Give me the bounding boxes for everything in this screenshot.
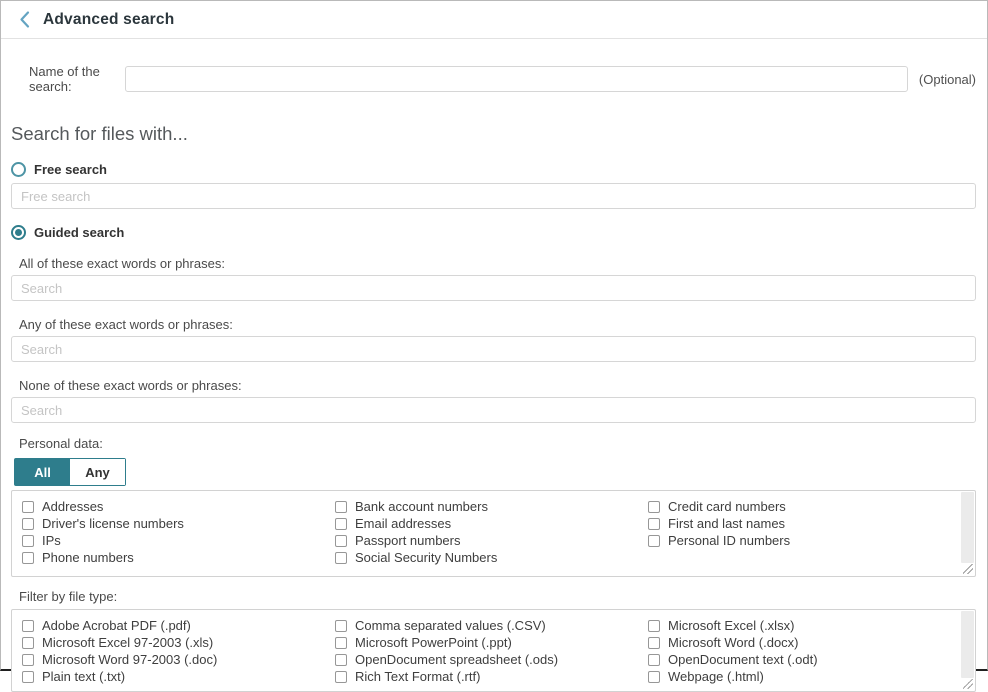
checkbox[interactable] — [648, 637, 660, 649]
checkbox-label: Microsoft Word 97-2003 (.doc) — [42, 652, 218, 667]
checkbox-item[interactable] — [648, 668, 963, 685]
checkbox-item[interactable] — [22, 532, 335, 549]
checkbox[interactable] — [22, 637, 34, 649]
guided-field-any — [11, 317, 976, 362]
guided-search-option[interactable] — [11, 225, 976, 240]
checkbox[interactable] — [22, 671, 34, 683]
file-type-label: Filter by file type: — [19, 589, 118, 604]
checkbox-label: Email addresses — [355, 516, 452, 531]
all-words-input[interactable] — [11, 275, 976, 301]
checkbox-column — [22, 498, 335, 576]
checkbox-label: Microsoft Excel 97-2003 (.xls) — [42, 635, 214, 650]
checkbox[interactable] — [335, 535, 347, 547]
checkbox[interactable] — [22, 501, 34, 513]
checkbox-item[interactable] — [335, 515, 648, 532]
checkbox-label: Adobe Acrobat PDF (.pdf) — [42, 618, 191, 633]
personal-data-label: Personal data: — [19, 436, 103, 451]
checkbox-item[interactable] — [22, 617, 335, 634]
checkbox-item[interactable] — [335, 498, 648, 515]
checkbox-label: OpenDocument text (.odt) — [668, 652, 818, 667]
checkbox[interactable] — [22, 654, 34, 666]
checkbox-item[interactable] — [22, 651, 335, 668]
checkbox[interactable] — [22, 518, 34, 530]
checkbox-label: Microsoft Excel (.xlsx) — [668, 618, 795, 633]
checkbox-item[interactable] — [648, 634, 963, 651]
checkbox-label: Passport numbers — [355, 533, 461, 548]
checkbox-item[interactable] — [648, 651, 963, 668]
checkbox-item[interactable] — [22, 634, 335, 651]
form-body — [1, 64, 987, 692]
checkbox[interactable] — [335, 620, 347, 632]
checkbox-column — [22, 617, 335, 691]
resize-grip-icon[interactable] — [963, 679, 973, 689]
checkbox-item[interactable] — [22, 668, 335, 685]
checkbox-item[interactable] — [22, 549, 335, 566]
checkbox-item[interactable] — [648, 532, 963, 549]
guided-search-radio[interactable] — [11, 225, 26, 240]
checkbox[interactable] — [335, 637, 347, 649]
checkbox-item[interactable] — [22, 515, 335, 532]
checkbox-item[interactable] — [22, 498, 335, 515]
checkbox[interactable] — [22, 552, 34, 564]
checkbox[interactable] — [335, 671, 347, 683]
checkbox-label: Phone numbers — [42, 550, 134, 565]
checkbox-item[interactable] — [648, 515, 963, 532]
free-search-label: Free search — [34, 162, 107, 177]
free-search-input-wrap — [11, 183, 976, 209]
checkbox-item[interactable] — [335, 651, 648, 668]
scrollbar-track[interactable] — [961, 611, 974, 678]
checkbox-label: Plain text (.txt) — [42, 669, 126, 684]
checkbox-label: First and last names — [668, 516, 786, 531]
checkbox[interactable] — [335, 518, 347, 530]
personal-data-toggle — [14, 458, 126, 486]
checkbox[interactable] — [648, 518, 660, 530]
all-words-label: All of these exact words or phrases: — [19, 256, 225, 271]
checkbox[interactable] — [648, 620, 660, 632]
optional-note: (Optional) — [918, 71, 976, 87]
checkbox[interactable] — [648, 654, 660, 666]
checkbox-label: Comma separated values (.CSV) — [355, 618, 546, 633]
checkbox[interactable] — [335, 501, 347, 513]
search-name-row — [11, 64, 976, 94]
checkbox-label: Rich Text Format (.rtf) — [355, 669, 481, 684]
checkbox-column — [335, 617, 648, 691]
checkbox-item[interactable] — [335, 617, 648, 634]
checkbox-label: Personal ID numbers — [668, 533, 791, 548]
back-button[interactable] — [14, 10, 34, 30]
checkbox-label: Webpage (.html) — [668, 669, 764, 684]
checkbox-label: Microsoft PowerPoint (.ppt) — [355, 635, 512, 650]
checkbox-item[interactable] — [335, 532, 648, 549]
free-search-option[interactable] — [11, 162, 976, 177]
guided-field-all — [11, 256, 976, 301]
file-type-panel — [11, 609, 976, 692]
personal-data-panel — [11, 490, 976, 577]
checkbox-item[interactable] — [335, 634, 648, 651]
checkbox[interactable] — [648, 671, 660, 683]
checkbox-item[interactable] — [335, 549, 648, 566]
any-words-input[interactable] — [11, 336, 976, 362]
checkbox[interactable] — [648, 535, 660, 547]
checkbox[interactable] — [22, 620, 34, 632]
checkbox[interactable] — [335, 552, 347, 564]
checkbox-label: IPs — [42, 533, 61, 548]
checkbox-column — [335, 498, 648, 576]
search-name-label: Name of the search: — [29, 64, 100, 94]
checkbox-column — [648, 498, 963, 576]
none-words-input[interactable] — [11, 397, 976, 423]
checkbox-label: Addresses — [42, 499, 104, 514]
any-words-label: Any of these exact words or phrases: — [19, 317, 233, 332]
checkbox-label: Credit card numbers — [668, 499, 786, 514]
checkbox[interactable] — [22, 535, 34, 547]
scrollbar-track[interactable] — [961, 492, 974, 563]
checkbox-label: Driver's license numbers — [42, 516, 184, 531]
checkbox[interactable] — [648, 501, 660, 513]
page-title: Advanced search — [43, 10, 175, 28]
checkbox-item[interactable] — [648, 617, 963, 634]
checkbox-item[interactable] — [648, 498, 963, 515]
free-search-input[interactable] — [11, 183, 976, 209]
none-words-label: None of these exact words or phrases: — [19, 378, 242, 393]
checkbox-label: Social Security Numbers — [355, 550, 498, 565]
checkbox-column — [648, 617, 963, 691]
guided-search-label: Guided search — [34, 225, 125, 240]
checkbox-label: Microsoft Word (.docx) — [668, 635, 799, 650]
resize-grip-icon[interactable] — [963, 564, 973, 574]
search-name-input[interactable] — [125, 66, 908, 92]
guided-field-none — [11, 378, 976, 423]
page-header — [1, 1, 987, 39]
section-heading: Search for files with... — [11, 123, 188, 144]
checkbox-item[interactable] — [335, 668, 648, 685]
checkbox-label: Bank account numbers — [355, 499, 488, 514]
checkbox-label: OpenDocument spreadsheet (.ods) — [355, 652, 559, 667]
chevron-left-icon — [19, 11, 30, 28]
checkbox[interactable] — [335, 654, 347, 666]
free-search-radio[interactable] — [11, 162, 26, 177]
toggle-all-button[interactable]: All — [15, 459, 70, 485]
toggle-any-button[interactable]: Any — [70, 459, 125, 485]
